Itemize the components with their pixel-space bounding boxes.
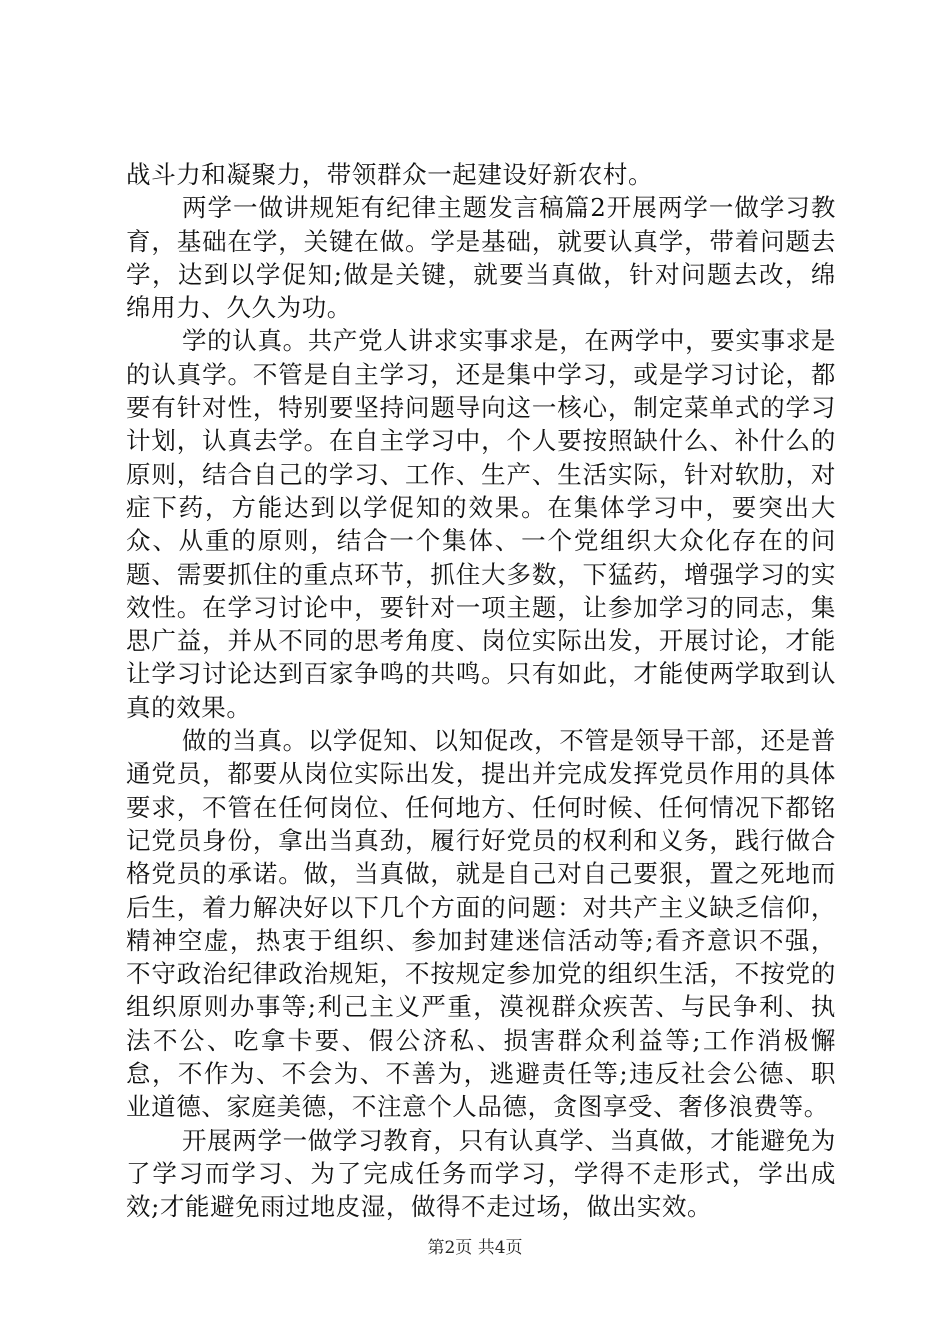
paragraph-2: 两学一做讲规矩有纪律主题发言稿篇2开展两学一做学习教育，基础在学，关键在做。学是基础，就要认真学，带着问题去学，达到以学促知;做是关键，就要当真做，针对问题去改，绵绵用力、久久为功。	[126, 193, 836, 323]
page-number-footer: 第2页 共4页	[427, 1238, 523, 1258]
document-body	[126, 158, 836, 1224]
paragraph-3: 学的认真。共产党人讲求实事求是，在两学中，要实事求是的认真学。不管是自主学习，还是集中学习，或是学习讨论，都要有针对性，特别要坚持问题导向这一核心，制定菜单式的学习计划，认真去学。在自主学习中，个人要按照缺什么、补什么的原则，结合自己的学习、工作、生产、生活实际，针对软肋，对症下药，方能达到以学促知的效果。在集体学习中，要突出大众、从重的原则，结合一个集体、一个党组织大众化存在的问题、需要抓住的重点环节，抓住大多数，下猛药，增强学习的实效性。在学习讨论中，要针对一项主题，让参加学习的同志，集思广益，并从不同的思考角度、岗位实际出发，开展讨论，才能让学习讨论达到百家争鸣的共鸣。只有如此，才能使两学取到认真的效果。	[126, 326, 836, 722]
paragraph-1: 战斗力和凝聚力，带领群众一起建设好新农村。	[126, 160, 654, 189]
paragraph-4: 做的当真。以学促知、以知促改，不管是领导干部，还是普通党员，都要从岗位实际出发，提出并完成发挥党员作用的具体要求，不管在任何岗位、任何地方、任何时候、任何情况下都铭记党员身份，拿出当真劲，履行好党员的权利和义务，践行做合格党员的承诺。做，当真做，就是自己对自己要狠，置之死地而后生，着力解决好以下几个方面的问题：对共产主义缺乏信仰，精神空虚，热衷于组织、参加封建迷信活动等;看齐意识不强，不守政治纪律政治规矩，不按规定参加党的组织生活，不按党的组织原则办事等;利己主义严重，漠视群众疾苦、与民争利、执法不公、吃拿卡要、假公济私、损害群众利益等;工作消极懈怠，不作为、不会为、不善为，逃避责任等;违反社会公德、职业道德、家庭美德，不注意个人品德，贪图享受、奢侈浪费等。	[126, 726, 836, 1122]
paragraph-5: 开展两学一做学习教育，只有认真学、当真做，才能避免为了学习而学习、为了完成任务而学习，学得不走形式，学出成效;才能避免雨过地皮湿，做得不走过场，做出实效。	[126, 1125, 836, 1222]
